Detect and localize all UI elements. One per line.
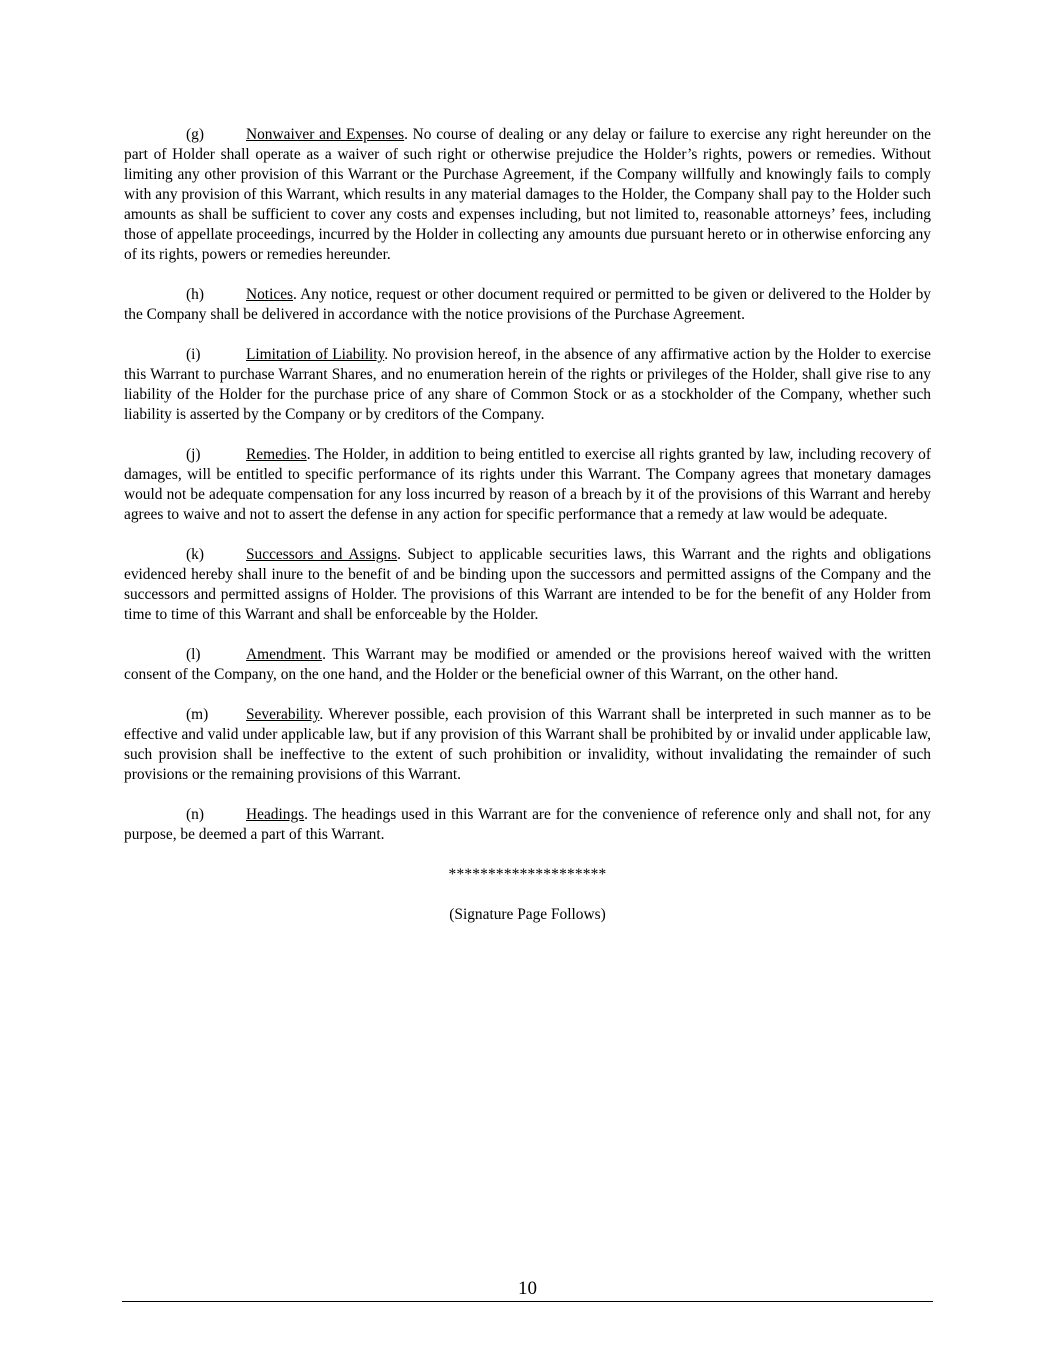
- asterisk-separator: ********************: [448, 866, 607, 883]
- section-l: [124, 645, 931, 685]
- section-heading: Successors and Assigns: [246, 546, 398, 563]
- section-number: (m): [186, 706, 209, 723]
- section-heading: Amendment: [246, 646, 323, 663]
- page-number: 10: [518, 1278, 537, 1299]
- section-text: . No provision hereof, in the absence of any affirmative action by the Holder to exercise this Warrant to purchase Warrant Shares, and no enumeration herein of the rights or privileges of the Holder, shall give rise to any liability of the Holder for the purchase price of any share of Common Stock or as a stockholder of the Company, whether such liability is asserted by the Company or by creditors of the Company.: [124, 346, 931, 423]
- section-number: (h): [186, 286, 204, 303]
- section-text: . Subject to applicable securities laws, this Warrant and the rights and obligations evidenced hereby shall inure to the benefit of and be binding upon the successors and permitted assigns of the Company and the successors and permitted assigns of Holder. The provisions of this Warrant are intended to be for the benefit of any Holder from time to time of this Warrant and shall be enforceable by the Holder.: [124, 546, 931, 623]
- section-i: [124, 345, 931, 425]
- section-m: [124, 705, 931, 785]
- footer-divider: [122, 1301, 933, 1302]
- section-heading: Headings: [246, 806, 305, 823]
- section-text: . The headings used in this Warrant are for the convenience of reference only and shall not, for any purpose, be deemed a part of this Warrant.: [124, 806, 931, 843]
- section-text: . No course of dealing or any delay or failure to exercise any right hereunder on the part of Holder shall operate as a waiver of such right or otherwise prejudice the Holder’s rights, powers or remedies. Without limiting any other provision of this Warrant or the Purchase Agreement, if the Company willfully and knowingly fails to comply with any provision of this Warrant, which results in any material damages to the Holder, the Company shall pay to the Holder such amounts as shall be sufficient to cover any costs and expenses including, but not limited to, reasonable attorneys’ fees, including those of appellate proceedings, incurred by the Holder in collecting any amounts due pursuant hereto or in otherwise enforcing any of its rights, powers or remedies hereunder.: [124, 126, 932, 263]
- section-number: (g): [186, 126, 204, 143]
- section-heading: Limitation of Liability: [246, 346, 385, 363]
- section-heading: Severability: [246, 706, 320, 723]
- section-h: [124, 285, 931, 325]
- section-j: [124, 445, 931, 525]
- section-number: (l): [186, 646, 201, 663]
- section-text: . Any notice, request or other document required or permitted to be given or delivered to the Holder by the Company shall be delivered in accordance with the notice provisions of the Purchase Agreement.: [124, 286, 931, 323]
- section-number: (i): [186, 346, 201, 363]
- section-n: [124, 805, 931, 845]
- section-number: (n): [186, 806, 204, 823]
- section-g: [124, 125, 931, 265]
- section-heading: Nonwaiver and Expenses: [246, 126, 405, 143]
- section-number: (k): [186, 546, 204, 563]
- signature-page-note: (Signature Page Follows): [449, 906, 606, 923]
- section-k: [124, 545, 931, 625]
- document-body: [124, 125, 931, 925]
- section-text: . Wherever possible, each provision of this Warrant shall be interpreted in such manner as to be effective and valid under applicable law, but if any provision of this Warrant shall be prohibited by or invalid under applicable law, such provision shall be ineffective to the extent of such prohibition or invalidity, without invalidating the remainder of such provisions or the remaining provisions of this Warrant.: [124, 706, 931, 783]
- section-text: . The Holder, in addition to being entitled to exercise all rights granted by law, including recovery of damages, will be entitled to specific performance of its rights under this Warrant. The Company agrees that monetary damages would not be adequate compensation for any loss incurred by reason of a breach by it of the provisions of this Warrant and hereby agrees to waive and not to assert the defense in any action for specific performance that a remedy at law would be adequate.: [124, 446, 931, 523]
- section-text: . This Warrant may be modified or amended or the provisions hereof waived with the written consent of the Company, on the one hand, and the Holder or the beneficial owner of this Warrant, on the other hand.: [124, 646, 931, 683]
- section-heading: Notices: [246, 286, 294, 303]
- section-number: (j): [186, 446, 201, 463]
- section-heading: Remedies: [246, 446, 307, 463]
